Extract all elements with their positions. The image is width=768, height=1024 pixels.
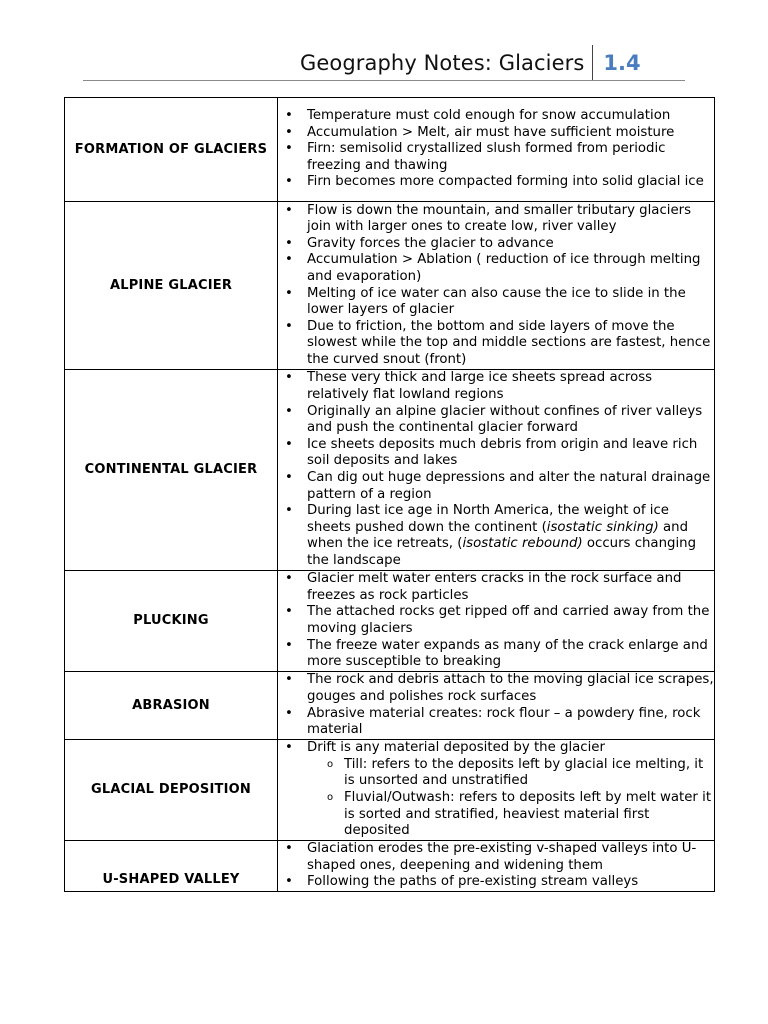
bullet-list: [278, 740, 714, 757]
sub-bullet-list: [278, 757, 714, 840]
list-item: • Temperature must cold enough for snow accumulation: [278, 108, 714, 125]
sub-list-item: o Fluvial/Outwash: refers to deposits left by melt water it is sorted and stratified, heaviest material first deposited: [322, 790, 714, 840]
page-title: Geography Notes: Glaciers: [300, 51, 585, 75]
list-item: • Firn becomes more compacted forming into solid glacial ice: [278, 174, 714, 191]
header-rule: [83, 80, 685, 81]
content-cell: [278, 672, 715, 740]
content-cell: [278, 740, 715, 841]
list-item: • Abrasive material creates: rock flour – a powdery fine, rock material: [278, 706, 714, 739]
list-item: • Due to friction, the bottom and side layers of move the slowest while the top and middle sections are fastest, hence the curved snout (front): [278, 319, 714, 369]
topic-cell: [65, 202, 278, 370]
topic-label: ALPINE GLACIER: [109, 277, 233, 293]
bullet-list: [278, 108, 714, 191]
list-item: • The freeze water expands as many of the crack enlarge and more susceptible to breaking: [278, 638, 714, 671]
list-item: • Accumulation > Melt, air must have sufficient moisture: [278, 125, 714, 142]
topic-cell: [65, 571, 278, 672]
sub-list-item: o Till: refers to the deposits left by glacial ice melting, it is unsorted and unstratified: [322, 757, 714, 790]
list-item: • These very thick and large ice sheets spread across relatively flat lowland regions: [278, 370, 714, 403]
table-row: [65, 370, 715, 571]
topic-cell: [65, 370, 278, 571]
topic-cell: [65, 740, 278, 841]
topic-cell: [65, 98, 278, 202]
list-item: • The attached rocks get ripped off and carried away from the moving glaciers: [278, 604, 714, 637]
list-item: • Flow is down the mountain, and smaller tributary glaciers join with larger ones to create low, river valley: [278, 203, 714, 236]
table-row: [65, 571, 715, 672]
list-item: • Glaciation erodes the pre-existing v-shaped valleys into U-shaped ones, deepening and widening them: [278, 841, 714, 874]
topic-label: ABRASION: [132, 697, 210, 713]
topic-label: CONTINENTAL GLACIER: [84, 462, 258, 477]
content-cell: [278, 571, 715, 672]
topic-label: FORMATION OF GLACIERS: [74, 141, 268, 157]
topic-label: GLACIAL DEPOSITION: [91, 782, 251, 797]
list-item: • Accumulation > Ablation ( reduction of ice through melting and evaporation): [278, 252, 714, 285]
header-divider: [592, 45, 593, 81]
bullet-list: [278, 571, 714, 671]
content-cell: [278, 202, 715, 370]
italic-term: isostatic rebound): [462, 536, 583, 552]
page-header: [300, 46, 641, 80]
list-item: • The rock and debris attach to the moving glacial ice scrapes, gouges and polishes rock surfaces: [278, 672, 714, 705]
list-item: • Gravity forces the glacier to advance: [278, 236, 714, 253]
bullet-list: [278, 370, 714, 569]
list-item: • Ice sheets deposits much debris from origin and leave rich soil deposits and lakes: [278, 437, 714, 470]
table-row: [65, 202, 715, 370]
topic-cell: [65, 672, 278, 740]
list-item: [278, 503, 714, 569]
topic-label: U-SHAPED VALLEY: [102, 872, 240, 887]
bullet-list: [278, 841, 714, 891]
table-row: [65, 841, 715, 892]
content-cell: [278, 98, 715, 202]
table-row: [65, 740, 715, 841]
topic-label: PLUCKING: [133, 613, 209, 628]
text-run: occurs changing the landscape: [307, 536, 697, 568]
text-run: During last ice age in North America, the weight of ice sheets pushed down the continent (: [307, 503, 669, 535]
section-number: 1.4: [603, 51, 641, 75]
italic-term: isostatic sinking): [546, 519, 659, 535]
bullet-list: [278, 672, 714, 738]
bullet-list: [278, 203, 714, 369]
list-item: • Originally an alpine glacier without confines of river valleys and push the continental glacier forward: [278, 404, 714, 437]
content-cell: [278, 841, 715, 892]
list-item: • Glacier melt water enters cracks in the rock surface and freezes as rock particles: [278, 571, 714, 604]
notes-table: [64, 97, 715, 892]
table-row: [65, 98, 715, 202]
table-row: [65, 672, 715, 740]
list-item: • Melting of ice water can also cause the ice to slide in the lower layers of glacier: [278, 286, 714, 319]
list-item: • Can dig out huge depressions and alter the natural drainage pattern of a region: [278, 470, 714, 503]
list-item: • Drift is any material deposited by the glacier: [278, 740, 714, 757]
text-run: and when the ice retreats, (: [307, 519, 689, 552]
content-cell: [278, 370, 715, 571]
list-item: • Firn: semisolid crystallized slush formed from periodic freezing and thawing: [278, 141, 714, 174]
list-item: • Following the paths of pre-existing stream valleys: [278, 874, 714, 891]
topic-cell: [65, 841, 278, 892]
